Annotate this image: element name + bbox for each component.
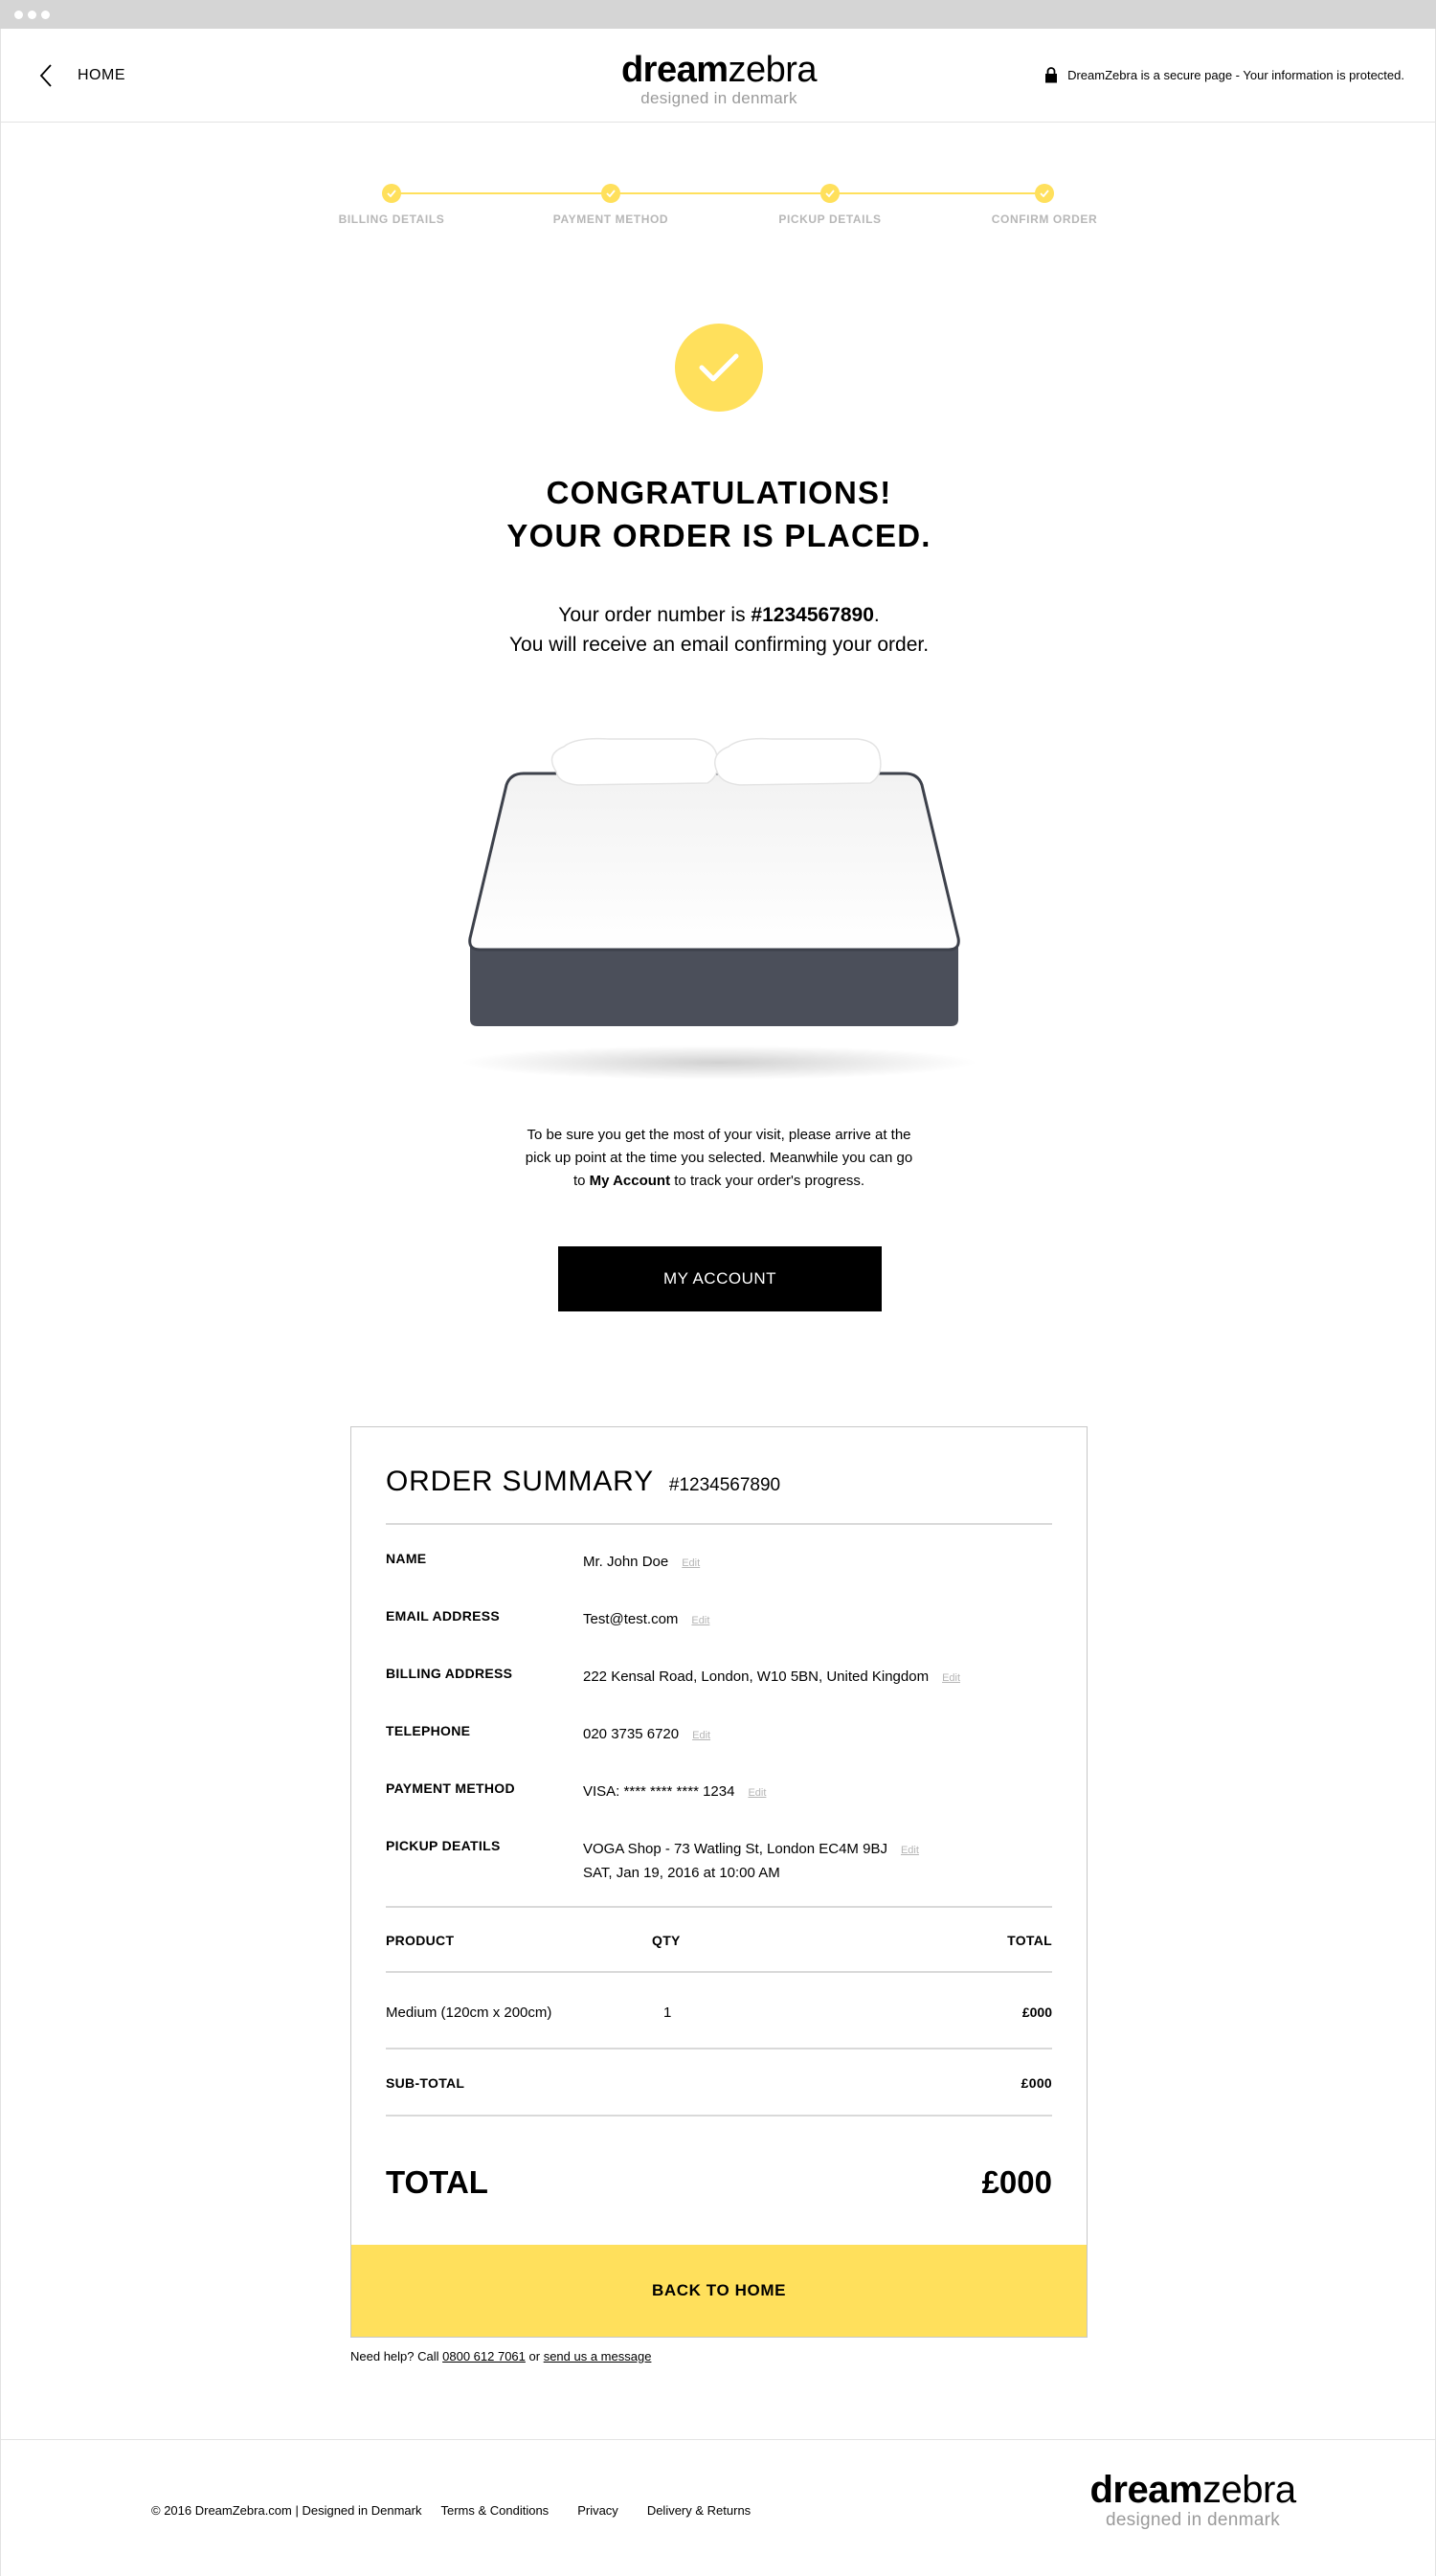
column-product: PRODUCT xyxy=(386,1933,455,1948)
field-value: Mr. John Doe xyxy=(583,1554,669,1570)
field-value: VISA: **** **** **** 1234 xyxy=(583,1783,735,1800)
headline-line-2: YOUR ORDER IS PLACED. xyxy=(506,518,931,553)
headline-line-1: CONGRATULATIONS! xyxy=(546,475,892,510)
order-suffix: . xyxy=(873,604,880,626)
edit-billing-link[interactable]: Edit xyxy=(942,1672,961,1684)
item-total: £000 xyxy=(1021,2005,1052,2020)
secure-notice xyxy=(1044,66,1404,83)
footer-copyright: © 2016 DreamZebra.com | Designed in Denmark xyxy=(151,2503,422,2518)
back-to-home-button[interactable]: BACK TO HOME xyxy=(351,2245,1087,2337)
lock-icon xyxy=(1044,66,1058,83)
divider xyxy=(386,1906,1052,1908)
total-label: TOTAL xyxy=(386,2164,488,2200)
pickup-time: SAT, Jan 19, 2016 at 10:00 AM xyxy=(583,1865,780,1881)
summary-header xyxy=(386,1466,780,1498)
field-label: EMAIL ADDRESS xyxy=(386,1608,501,1624)
step-complete-icon xyxy=(1035,184,1054,203)
order-message xyxy=(1,600,1436,660)
total-value: £000 xyxy=(981,2164,1052,2200)
note-line-3-pre: to xyxy=(572,1173,590,1189)
step-complete-icon xyxy=(820,184,840,203)
logo-wordmark xyxy=(618,52,819,88)
back-home-label: HOME xyxy=(78,67,125,83)
help-middle: or xyxy=(525,2349,544,2363)
step-billing-details[interactable] xyxy=(315,184,468,226)
field-label: BILLING ADDRESS xyxy=(386,1666,513,1681)
divider xyxy=(386,2115,1052,2117)
window-dot-icon xyxy=(28,11,36,19)
logo-light: zebra xyxy=(728,50,818,90)
window-dot-icon xyxy=(41,11,50,19)
table-row xyxy=(386,2005,1052,2024)
step-complete-icon xyxy=(382,184,401,203)
divider xyxy=(386,2048,1052,2050)
step-label: CONFIRM ORDER xyxy=(991,213,1098,226)
subtotal-row xyxy=(386,2075,1052,2094)
footer-link-privacy[interactable]: Privacy xyxy=(577,2503,618,2518)
chevron-left-icon xyxy=(39,63,53,88)
footer-logo-wordmark xyxy=(1083,2471,1303,2509)
column-qty: QTY xyxy=(652,1933,681,1948)
help-prefix: Need help? Call xyxy=(350,2349,443,2363)
footer-logo[interactable] xyxy=(1083,2471,1303,2531)
field-value: 020 3735 6720 xyxy=(583,1726,680,1742)
order-number: #1234567890 xyxy=(751,604,874,626)
footer-links xyxy=(151,2503,779,2518)
footer-logo-tagline: designed in denmark xyxy=(1105,2510,1281,2530)
column-total: TOTAL xyxy=(1007,1933,1052,1948)
logo-tagline: designed in denmark xyxy=(640,89,797,107)
my-account-button[interactable]: MY ACCOUNT xyxy=(558,1246,882,1311)
email-note: You will receive an email confirming your order. xyxy=(508,634,930,656)
step-complete-icon xyxy=(601,184,620,203)
field-value: VOGA Shop - 73 Watling St, London EC4M 9BJ xyxy=(583,1841,887,1857)
field-value: Test@test.com xyxy=(583,1611,679,1627)
field-label: NAME xyxy=(386,1551,427,1566)
divider xyxy=(386,1971,1052,1973)
back-home-link[interactable] xyxy=(39,63,125,88)
product-table-header xyxy=(386,1933,1052,1952)
success-check-icon xyxy=(675,324,763,412)
stepper-track xyxy=(392,192,1044,194)
summary-title: ORDER SUMMARY xyxy=(386,1466,654,1497)
order-summary-card xyxy=(350,1426,1088,2338)
edit-name-link[interactable]: Edit xyxy=(682,1557,701,1569)
step-label: PICKUP DETAILS xyxy=(778,213,882,226)
footer-link-terms[interactable]: Terms & Conditions xyxy=(440,2503,550,2518)
field-label: PICKUP DEATILS xyxy=(386,1838,501,1853)
footer-logo-light: zebra xyxy=(1202,2469,1296,2511)
site-footer xyxy=(1,2439,1436,2576)
field-value: 222 Kensal Road, London, W10 5BN, United Kingdom xyxy=(583,1669,930,1685)
note-line-3-post: to track your order's progress. xyxy=(670,1173,865,1189)
step-label: BILLING DETAILS xyxy=(338,213,445,226)
browser-chrome xyxy=(0,0,1436,29)
field-label: PAYMENT METHOD xyxy=(386,1781,515,1796)
note-line-1: To be sure you get the most of your visit, please arrive at the xyxy=(527,1127,911,1143)
field-label: TELEPHONE xyxy=(386,1723,471,1738)
success-headline xyxy=(1,471,1436,557)
item-qty: 1 xyxy=(663,2005,672,2021)
mattress-image xyxy=(451,728,987,1091)
page xyxy=(0,29,1436,2576)
site-header xyxy=(1,29,1436,123)
step-pickup-details[interactable] xyxy=(753,184,907,226)
footer-link-delivery[interactable]: Delivery & Returns xyxy=(646,2503,752,2518)
help-line xyxy=(350,2349,651,2363)
summary-order-number: #1234567890 xyxy=(668,1475,781,1495)
my-account-link[interactable]: My Account xyxy=(589,1173,671,1189)
edit-pickup-link[interactable]: Edit xyxy=(900,1845,919,1856)
step-confirm-order[interactable] xyxy=(968,184,1121,226)
footer-logo-bold: dream xyxy=(1089,2469,1202,2511)
visit-note xyxy=(480,1124,958,1193)
order-prefix: Your order number is xyxy=(558,604,752,626)
divider xyxy=(386,1523,1052,1525)
step-payment-method[interactable] xyxy=(534,184,687,226)
note-line-2: pick up point at the time you selected. Meanwhile you can go xyxy=(525,1150,913,1166)
checkout-stepper xyxy=(1,184,1436,241)
subtotal-value: £000 xyxy=(1021,2075,1052,2091)
step-label: PAYMENT METHOD xyxy=(552,213,669,226)
edit-email-link[interactable]: Edit xyxy=(691,1615,710,1626)
edit-payment-link[interactable]: Edit xyxy=(748,1787,767,1799)
secure-text: DreamZebra is a secure page - Your information is protected. xyxy=(1067,67,1404,82)
item-product: Medium (120cm x 200cm) xyxy=(386,2005,552,2021)
help-phone-link[interactable]: 0800 612 7061 xyxy=(442,2349,526,2363)
edit-telephone-link[interactable]: Edit xyxy=(692,1730,711,1741)
window-dot-icon xyxy=(14,11,23,19)
logo-bold: dream xyxy=(620,50,729,90)
send-message-link[interactable]: send us a message xyxy=(543,2349,652,2363)
header-logo[interactable] xyxy=(618,52,819,108)
subtotal-label: SUB-TOTAL xyxy=(386,2075,465,2091)
